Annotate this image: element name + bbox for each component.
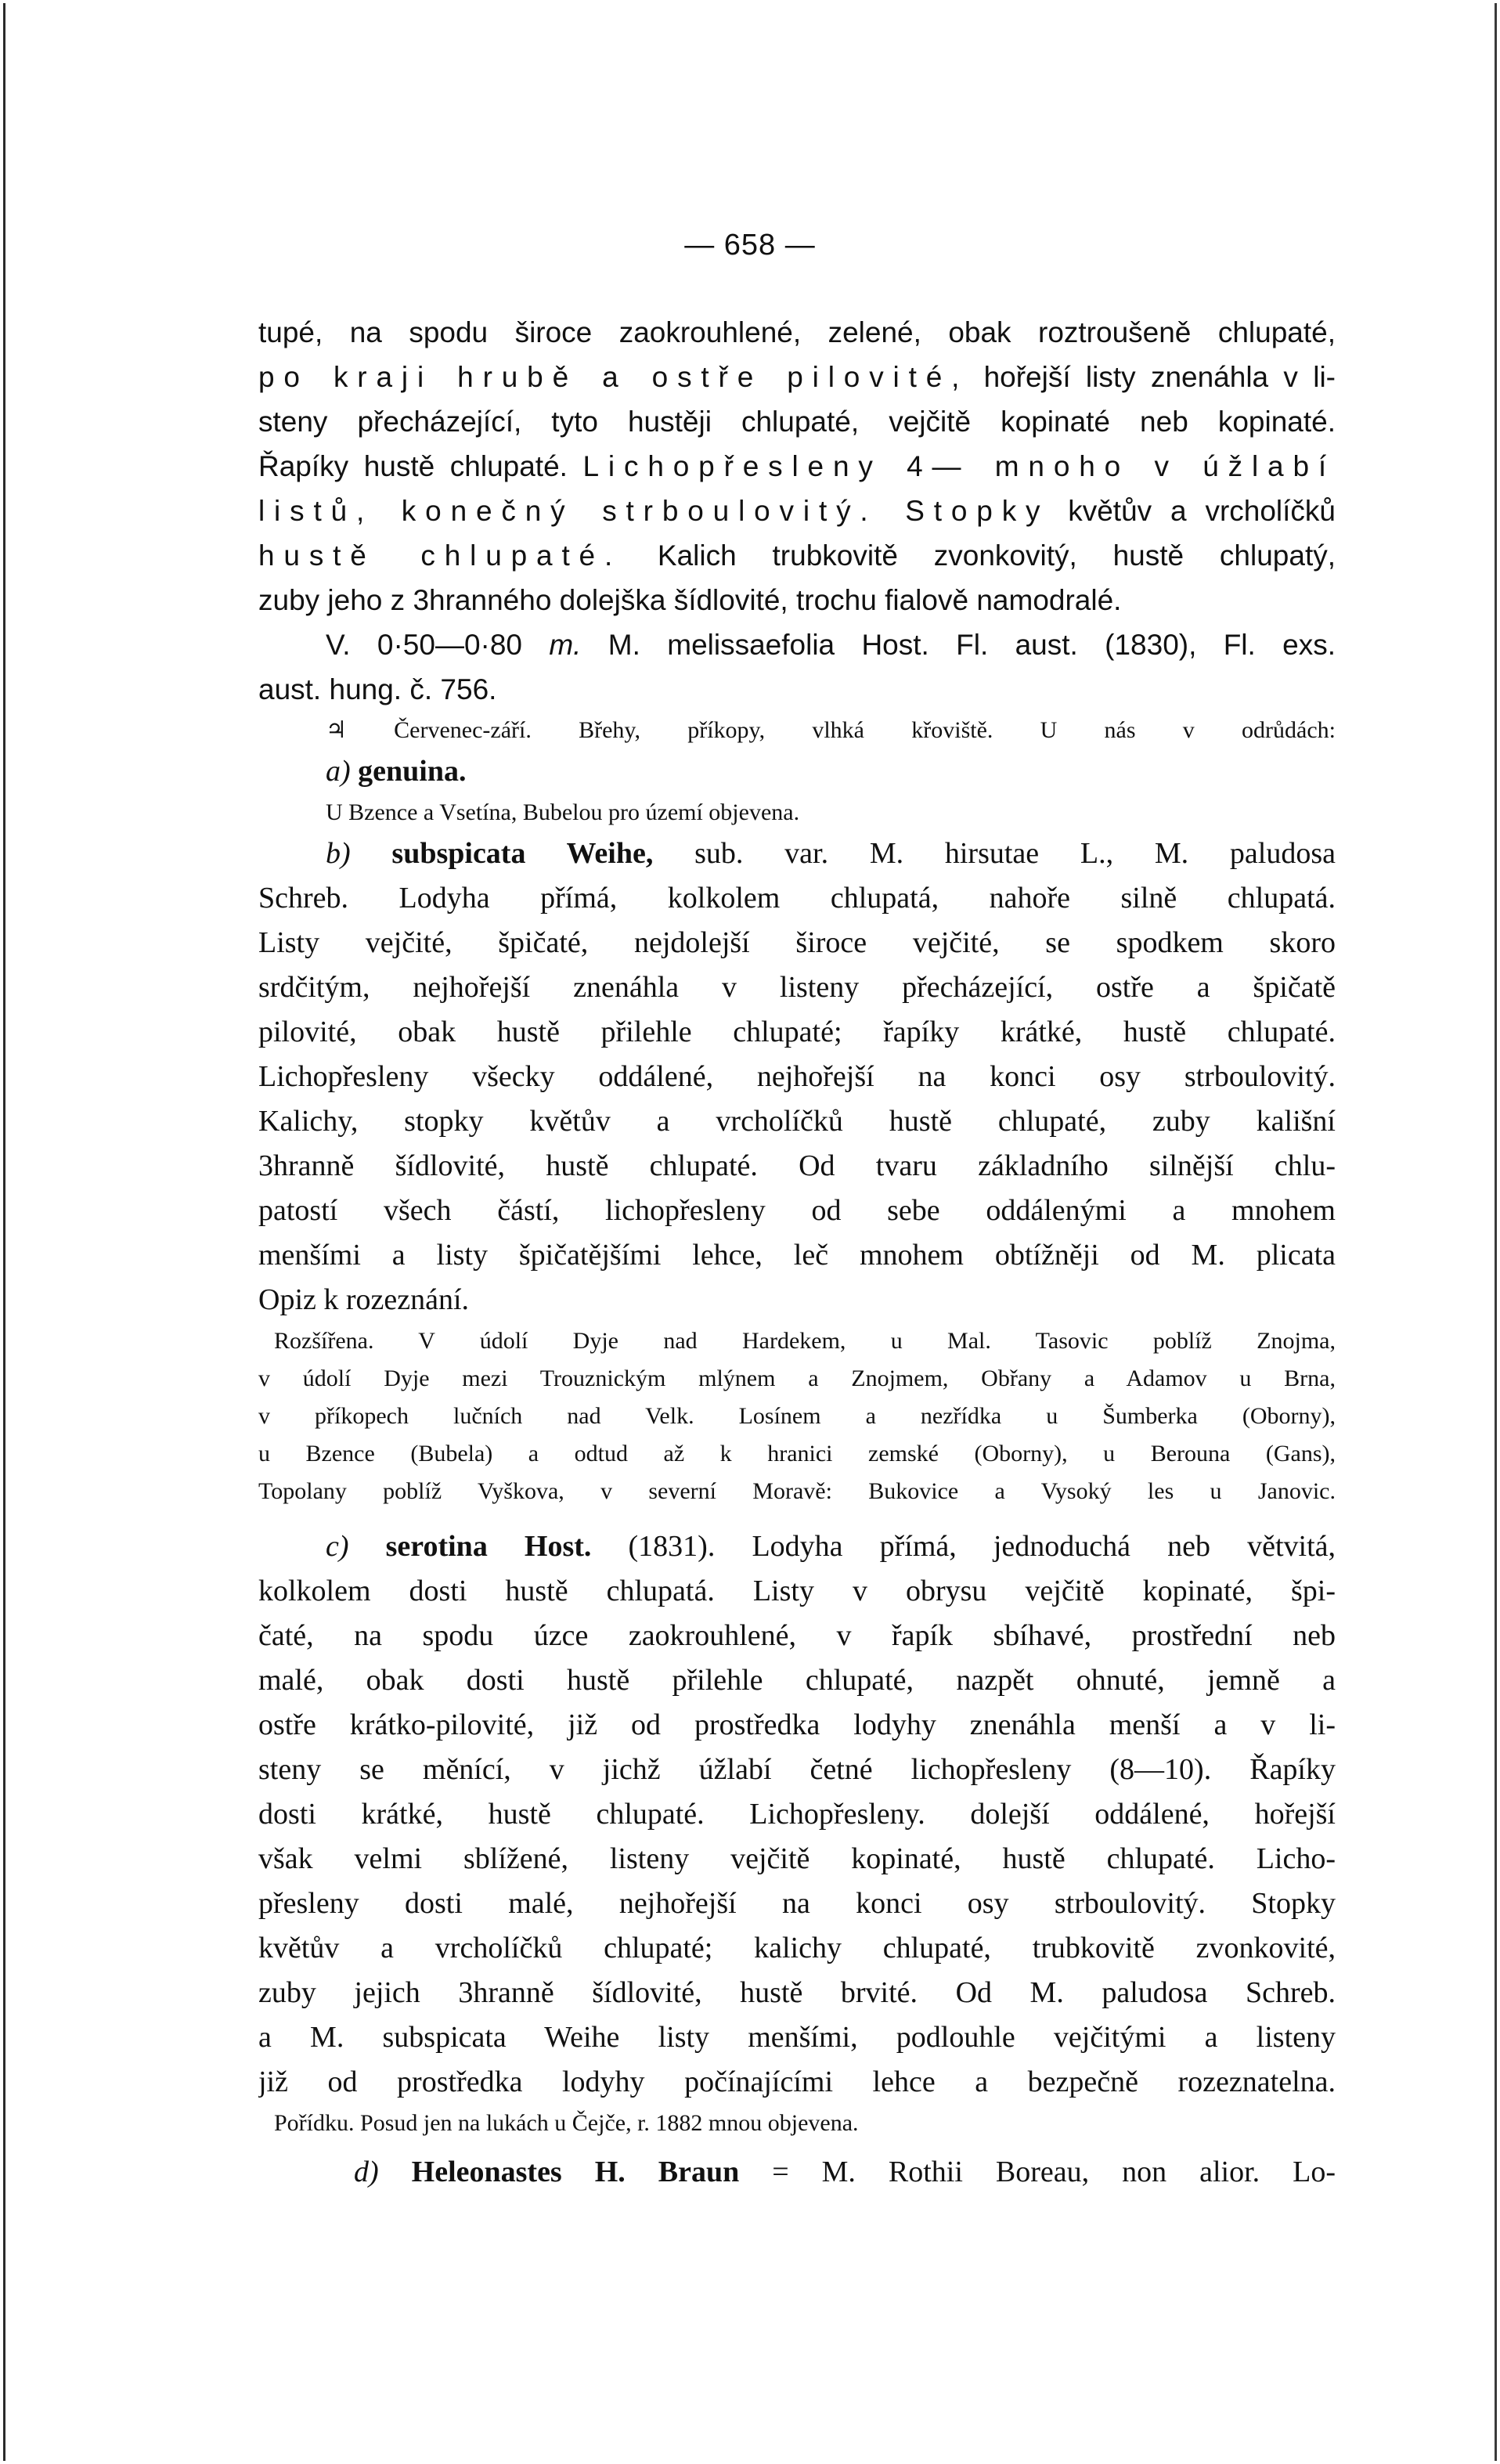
variety-c-heading <box>258 1524 1336 1569</box>
spaced-phrase: hustě chlupaté. <box>258 539 622 572</box>
desc-line-4 <box>258 444 1336 489</box>
variety-name: subspicata Weihe, <box>350 837 654 870</box>
spacer <box>258 2142 1336 2150</box>
variety-letter: a) <box>326 755 351 788</box>
desc-line-6 <box>258 533 1336 578</box>
variety-b-line: patostí všech částí, lichopřesleny od sebe oddálenými a mnohem <box>258 1194 1336 1227</box>
desc-line-6-rest: Kalich trubkovitě zvonkovitý, hustě chlupatý, <box>622 539 1336 572</box>
variety-letter: c) <box>326 1530 349 1563</box>
spacer <box>258 1510 1336 1524</box>
page-number: — 658 — <box>684 229 816 262</box>
variety-name: serotina Host. <box>348 1530 592 1563</box>
variety-letter: d) <box>354 2156 379 2188</box>
habitat-text: Červenec-září. Břehy, příkopy, vlhká křoviště. U nás v odrůdách: <box>346 717 1336 743</box>
variety-b-line: Opiz k rozeznání. <box>258 1283 470 1316</box>
variety-b-line: Kalichy, stopky květův a vrcholíčků hustě chlupaté, zuby kališní <box>258 1105 1336 1138</box>
distribution-line: Topolany poblíž Vyškova, v severní Moravě: Bukovice a Vysoký les u Janovic. <box>258 1478 1336 1504</box>
desc-line-4-pre: Řapíky hustě chlupaté. <box>258 450 583 482</box>
variety-a-heading <box>258 749 1336 794</box>
variety-c-line: přesleny dosti malé, nejhořejší na konci osy strboulovitý. Stopky <box>258 1887 1336 1920</box>
size-range: V. 0·50—0·80 <box>326 629 550 661</box>
species-line-2: aust. hung. č. 756. <box>258 673 497 705</box>
variety-c-line: malé, obak dosti hustě přilehle chlupaté, nazpět ohnuté, jemně a <box>258 1664 1336 1697</box>
variety-d-rest: = M. Rothii Boreau, non alior. Lo- <box>739 2156 1336 2188</box>
spaced-phrase: Lichopřesleny 4— mnoho v úžlabí <box>582 450 1336 482</box>
variety-name: Heleonastes H. Braun <box>378 2156 740 2188</box>
desc-line-5 <box>258 489 1336 533</box>
unit: m. <box>549 629 582 661</box>
variety-b-rest: sub. var. M. hirsutae L., M. paludosa <box>653 837 1336 870</box>
habitat-line <box>258 712 1336 749</box>
distribution-line: Rozšířena. V údolí Dyje nad Hardekem, u Mal. Tasovic poblíž Znojma, <box>274 1328 1336 1354</box>
variety-c-line: květův a vrcholíčků chlupaté; kalichy chlupaté, trubkovitě zvonkovité, <box>258 1932 1336 1964</box>
variety-d-heading <box>258 2150 1336 2195</box>
desc-line-5-rest: květův a vrcholíčků <box>1049 495 1336 527</box>
species-ref: M. melissaefolia Host. Fl. aust. (1830), Fl. exs. <box>581 629 1336 661</box>
spaced-phrase: po kraji hrubě a ostře pilovité, <box>258 361 969 393</box>
variety-c-line: však velmi sblížené, listeny vejčitě kopinaté, hustě chlupaté. Licho- <box>258 1842 1336 1875</box>
variety-name: genuina. <box>350 755 467 788</box>
distribution-line: v příkopech lučních nad Velk. Losínem a nezřídka u Šumberka (Oborny), <box>258 1403 1336 1429</box>
distribution-line: u Bzence (Bubela) a odtud až k hranici zemské (Oborny), u Berouna (Gans), <box>258 1441 1336 1466</box>
variety-b-line: 3hranně šídlovité, hustě chlupaté. Od tvaru základního silnější chlu- <box>258 1149 1336 1182</box>
species-line-1 <box>258 622 1336 667</box>
variety-c-line: již od prostředka lodyhy počínajícími lehce a bezpečně rozeznatelna. <box>258 2065 1336 2098</box>
variety-c-line: steny se měnící, v jichž úžlabí četné lichopřesleny (8—10). Řapíky <box>258 1753 1336 1786</box>
variety-c-distribution: Pořídku. Posud jen na lukách u Čejče, r. 1882 mnou objevena. <box>274 2110 859 2136</box>
distribution-line: v údolí Dyje mezi Trouznickým mlýnem a Znojmem, Obřany a Adamov u Brna, <box>258 1365 1336 1391</box>
variety-c-line: ostře krátko-pilovité, již od prostředka lodyhy znenáhla menší a v li- <box>258 1708 1336 1741</box>
variety-b-line: menšími a listy špičatějšími lehce, leč mnohem obtížněji od M. plicata <box>258 1239 1336 1272</box>
variety-c-line: kolkolem dosti hustě chlupatá. Listy v obrysu vejčitě kopinaté, špi- <box>258 1575 1336 1607</box>
perennial-symbol: ♃ <box>326 717 347 743</box>
variety-c-rest: (1831). Lodyha přímá, jednoduchá neb větvitá, <box>591 1530 1336 1563</box>
variety-c-line: zuby jejich 3hranně šídlovité, hustě brvité. Od M. paludosa Schreb. <box>258 1976 1336 2009</box>
variety-b-line: srdčitým, nejhořejší znenáhla v listeny přecházející, ostře a špičatě <box>258 971 1336 1004</box>
desc-line-2 <box>258 355 1336 399</box>
variety-b-heading <box>258 832 1336 876</box>
variety-b-line: Lichopřesleny všecky oddálené, nejhořejší na konci osy strboulovitý. <box>258 1060 1336 1093</box>
variety-c-line: dosti krátké, hustě chlupaté. Lichopřesleny. dolejší oddálené, hořejší <box>258 1798 1336 1831</box>
variety-b-line: pilovité, obak hustě přilehle chlupaté; řapíky krátké, hustě chlupaté. <box>258 1016 1336 1048</box>
variety-c-line: čaté, na spodu úzce zaokrouhlené, v řapík sbíhavé, prostřední neb <box>258 1619 1336 1652</box>
variety-b-line: Listy vejčité, špičaté, nejdolejší široce vejčité, se spodkem skoro <box>258 926 1336 959</box>
desc-line-2-rest: hořejší listy znenáhla v li- <box>968 361 1336 393</box>
desc-line-3: steny přecházející, tyto hustěji chlupaté, vejčitě kopinaté neb kopinaté. <box>258 406 1336 438</box>
desc-line-1: tupé, na spodu široce zaokrouhlené, zelené, obak roztroušeně chlupaté, <box>258 316 1336 348</box>
spaced-phrase: listů, konečný strboulovitý. Stopky <box>258 495 1050 527</box>
variety-letter: b) <box>326 837 351 870</box>
variety-a-locality: U Bzence a Vsetína, Bubelou pro území objevena. <box>326 799 800 825</box>
text-block <box>258 310 1336 2195</box>
variety-c-line: a M. subspicata Weihe listy menšími, podlouhle vejčitými a listeny <box>258 2021 1336 2054</box>
variety-b-line: Schreb. Lodyha přímá, kolkolem chlupatá, nahoře silně chlupatá. <box>258 882 1336 915</box>
desc-line-7: zuby jeho z 3hranného dolejška šídlovité, trochu fialově namodralé. <box>258 584 1122 616</box>
